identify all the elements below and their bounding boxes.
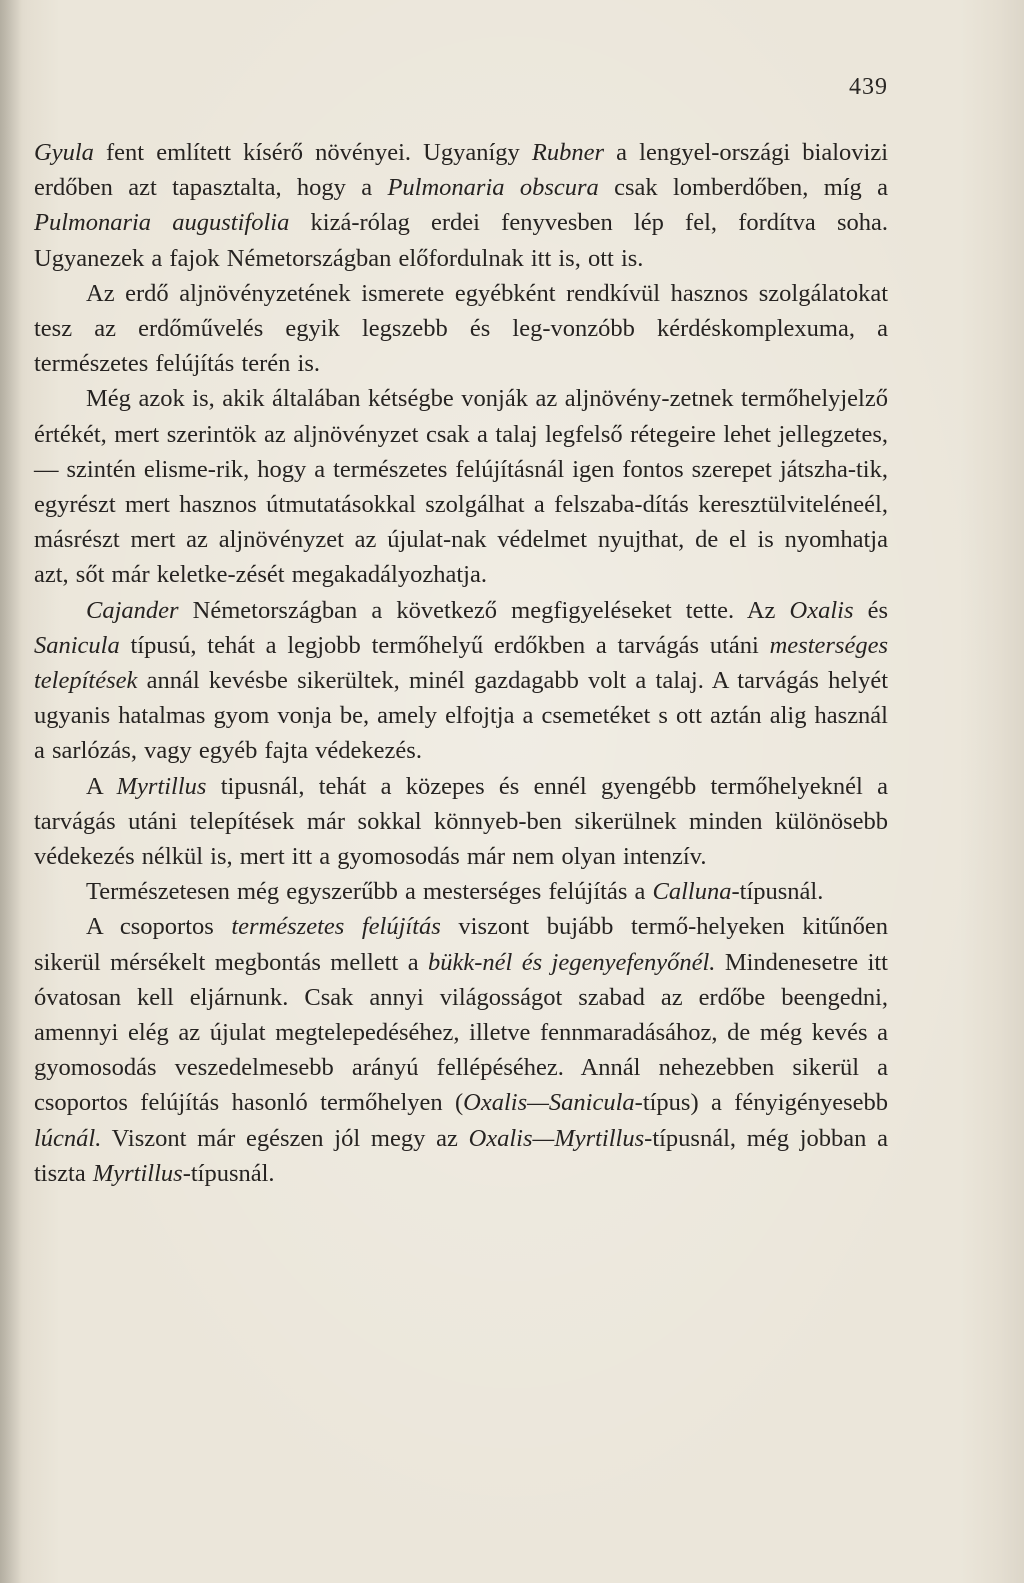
text-run: A csoportos <box>86 913 232 941</box>
text-run: viszont bujább termő-helyeken kitűnően sikerül mérsékelt megbontás mellett a <box>34 913 888 976</box>
text-run: Mindenesetre itt óvatosan kell eljárnunk. Csak annyi világosságot szabad az erdőbe beengedni, amennyi elég az újulat megtelepedéséhez, illetve fennmaradásához, de még kevés a gyomosodás veszedelmesebb arányú fellépéséhez. Annál nehezebben sikerül a csoportos felújítás hasonló termőhelyen ( <box>34 948 888 1117</box>
paragraph-5 <box>34 769 888 875</box>
text-run: -típusnál, még jobban a tiszta <box>34 1124 888 1187</box>
italic-term: Calluna <box>652 878 732 906</box>
text-run: a lengyel-országi bialovizi erdőben azt tapasztalta, hogy a <box>34 139 889 202</box>
spine-shadow <box>0 0 22 1583</box>
italic-term: bükk-nél és jegenyefenyőnél. <box>427 948 716 976</box>
paragraph-6 <box>34 874 888 909</box>
italic-term: Cajander <box>86 596 179 624</box>
page-number: 439 <box>849 74 888 100</box>
italic-term: Oxalis—Sanicula <box>463 1089 635 1117</box>
text-run: csak lomberdőben, míg a <box>598 174 889 202</box>
italic-term: Pulmonaria obscura <box>387 174 599 202</box>
italic-term: Myrtillus <box>92 1159 183 1187</box>
italic-term: Gyula <box>34 139 94 166</box>
text-run: A <box>86 772 117 800</box>
paragraph-3 <box>34 381 888 592</box>
paragraph-7 <box>34 909 888 1191</box>
text-run: Természetesen még egyszerűbb a mesterséges felújítás a <box>86 878 653 906</box>
italic-term: Rubner <box>531 139 605 166</box>
italic-term: természetes felújítás <box>231 913 441 941</box>
body-text <box>34 135 888 1191</box>
italic-term: Oxalis—Myrtillus <box>468 1124 645 1152</box>
text-run: és <box>853 596 888 624</box>
paragraph-4 <box>34 593 888 769</box>
italic-term: mesterséges telepítések <box>34 631 888 695</box>
text-run: Még azok is, akik általában kétségbe vonják az aljnövény-zetnek termőhelyjelző értékét, mert szerintök az aljnövényzet csak a talaj legfelső rétegeire lehet jellegzetes, — szintén elisme-rik, hogy a természetes felújításnál igen fontos szerepet játszha-tik, egyrészt mert hasznos útmutatásokkal szolgálhat a felszaba-dítás keresztülviteléneél, másrészt mert az aljnövényzet az újulat-nak védelmet nyujthat, de el is nyomhatja azt, sőt már keletke-zését megakadályozhatja. <box>34 385 888 589</box>
text-run: annál kevésbe sikerültek, minél gazdagabb volt a talaj. A tarvágás helyét ugyanis hatalmas gyom vonja be, amely elfojtja a csemetéket s ott aztán alig használ a sarlózás, vagy egyéb fajta védekezés. <box>34 667 888 765</box>
italic-term: Pulmonaria augustifolia <box>34 209 290 237</box>
italic-term: Myrtillus <box>116 772 207 800</box>
text-run: típusú, tehát a legjobb termőhelyű erdőkben a tarvágás utáni <box>119 631 770 659</box>
text-run: Az erdő aljnövényzetének ismerete egyébként rendkívül hasznos szolgálatokat tesz az erdőművelés egyik legszebb és leg-vonzóbb kérdéskomplexuma, a természetes felújítás terén is. <box>34 279 888 378</box>
text-run: kizá-rólag erdei fenyvesben lép fel, fordítva soha. Ugyanezek a fajok Németországban előfordulnak itt is, ott is. <box>34 209 888 272</box>
italic-term: Oxalis <box>789 596 854 624</box>
text-run: Németországban a következő megfigyeléseket tette. Az <box>178 596 790 624</box>
text-run: Viszont már egészen jól megy az <box>101 1124 469 1152</box>
text-run: fent említett kísérő növényei. Ugyanígy <box>93 139 532 166</box>
text-run: tipusnál, tehát a közepes és ennél gyengébb termőhelyeknél a tarvágás utáni telepítések már sokkal könnyeb-ben sikerülnek minden különösebb védekezés nélkül is, mert itt a gyomosodás már nem olyan intenzív. <box>34 772 888 871</box>
text-run: -típusnál. <box>731 878 824 906</box>
italic-term: Sanicula <box>34 631 120 659</box>
italic-term: lúcnál. <box>34 1124 102 1152</box>
text-run: -típusnál. <box>182 1159 275 1187</box>
paragraph-2 <box>34 276 888 382</box>
text-run: -típus) a fényigényesebb <box>634 1089 888 1117</box>
paragraph-1 <box>34 135 888 276</box>
